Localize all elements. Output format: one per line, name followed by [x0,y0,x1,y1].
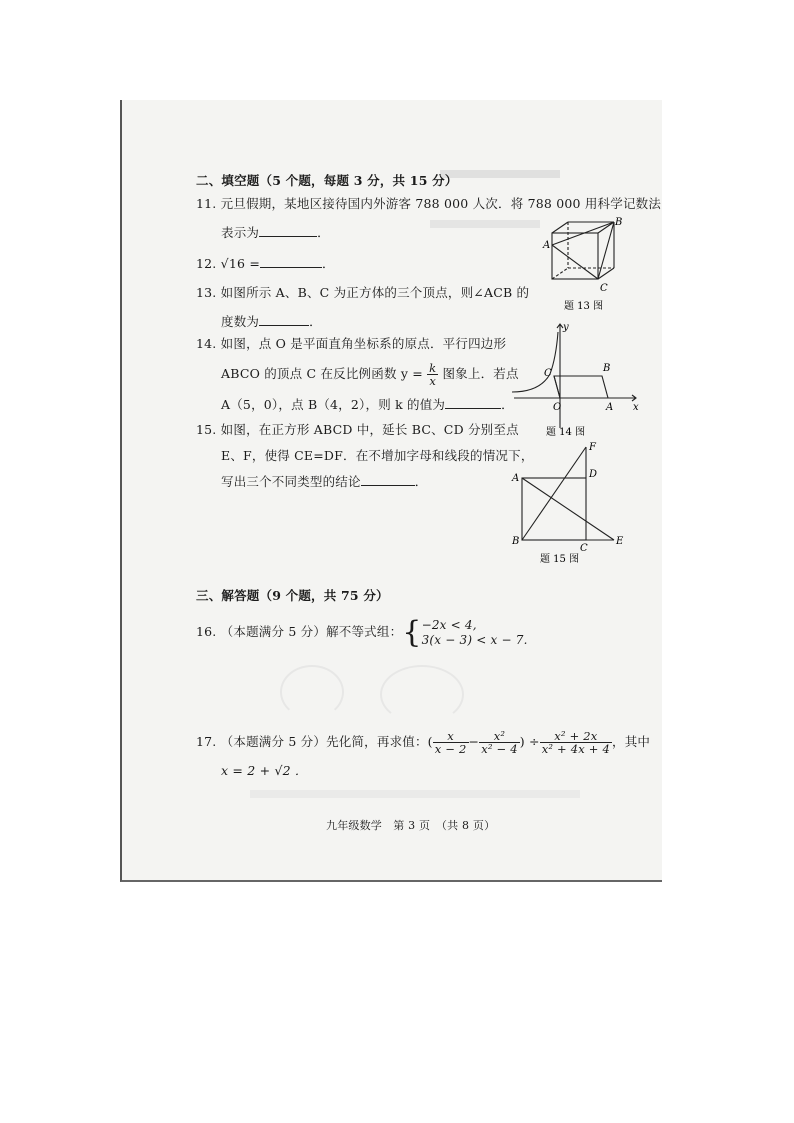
q14-text2a: ABCO 的顶点 C 在反比例函数 y = [221,366,423,381]
q13-answer-blank[interactable] [259,313,309,326]
q15-answer-blank[interactable] [361,473,415,486]
fig14-label-x: x [633,402,639,413]
fig13-caption: 题 13 图 [564,301,604,312]
fig13-label-a: A [543,240,551,251]
section-2-heading: 二、填空题（5 个题，每题 3 分，共 15 分） [196,173,458,188]
q16-text: 解不等式组： [326,624,403,639]
q13-number: 13. [196,285,217,300]
q14-number: 14. [196,336,217,351]
q17-divide: ) ÷ [519,734,540,749]
q13-text: 如图所示 A、B、C 为正方体的三个顶点，则∠ACB 的 [220,285,530,300]
q17-frac-3 [540,730,612,755]
fig13-label-c: C [600,283,608,294]
fig14-label-a: A [606,402,614,413]
q16-ineq-1: −2x < 4, [421,617,477,632]
q15-number: 15. [196,422,217,437]
fig14-label-y: y [563,322,569,333]
q15-text1: 如图，在正方形 ABCD 中，延长 BC、CD 分别至点 [220,422,519,437]
q12-expr: √16 = [220,256,260,271]
fig13-label-b: B [615,217,623,228]
q14-text1: 如图，点 O 是平面直角坐标系的原点．平行四边形 [220,336,507,351]
q17-line2 [221,763,308,779]
fig14-label-c: C [544,368,552,379]
q17-frac-2-den: x² − 4 [481,742,518,756]
figure-15-square [508,440,633,565]
q14-text3: A（5，0），点 B（4，2），则 k 的值为 [221,397,446,412]
q17-tail: ，其中 [612,734,651,749]
q11-number: 11. [196,196,217,211]
q12-number: 12. [196,256,217,271]
fig14-label-b: B [603,363,611,374]
q11-text2: 表示为 [221,225,260,240]
q17-value: x = 2 + √2 ． [221,763,308,778]
fig15-label-c: C [580,543,588,554]
figure-13-cube [540,215,623,315]
q17-frac-2 [479,730,520,755]
q17-score: （本题满分 5 分） [220,734,327,749]
q14-frac-den: x [429,374,437,388]
q14-text2b: 图象上．若点 [442,366,519,381]
q16-line [196,614,528,650]
q12-answer-blank[interactable] [260,255,322,268]
fig14-caption: 题 14 图 [546,427,586,438]
q13-text2: 度数为 [221,314,260,329]
fig15-label-d: D [589,469,598,480]
q17-frac-3-den: x² + 4x + 4 [541,742,611,756]
fig14-label-o: O [553,402,562,413]
q11-line1 [196,196,661,212]
q15-text2: E、F，使得 CE=DF．在不增加字母和线段的情况下， [221,448,534,463]
q16-brace: { [402,614,422,650]
fig15-label-a: A [512,473,520,484]
section-3-heading: 三、解答题（9 个题，共 75 分） [196,588,389,603]
q17-line1 [196,727,650,757]
q17-minus: − [468,734,480,749]
q11-line2: 表示为 ． [221,225,330,240]
fig15-label-e: E [616,536,624,547]
q15-text3: 写出三个不同类型的结论 [221,474,361,489]
q14-line1 [196,336,506,352]
q17-frac-2-num: x² [479,730,520,743]
q16-system [422,618,528,648]
page-footer: 九年级数学 第 3 页 （共 8 页） [326,819,496,832]
q17-frac-3-num: x² + 2x [540,730,612,743]
q11-text: 元旦假期，某地区接待国内外游客 788 000 人次．将 788 000 用科学记数法 [220,196,662,211]
q17-number: 17. [196,734,217,749]
q15-line2 [221,448,534,464]
q16-ineq-2: 3(x − 3) < x − 7. [421,632,528,647]
q15-line1 [196,422,519,438]
q11-answer-blank[interactable] [259,224,317,237]
q17-frac-1-den: x − 2 [434,742,467,756]
q14-line2 [221,362,519,387]
figure-14-graph [508,318,643,443]
q14-line3: A（5，0），点 B（4，2），则 k 的值为 ． [221,397,514,412]
q13-line2: 度数为 ． [221,314,322,329]
q13-line1 [196,285,529,301]
q14-frac-num: k [429,361,437,375]
q14-answer-blank[interactable] [445,396,501,409]
fig15-label-b: B [512,536,520,547]
q17-frac-1 [433,730,469,755]
q16-number: 16. [196,624,217,639]
q12-line: 12. √16 = ． [196,256,335,271]
q15-line3: 写出三个不同类型的结论 ． [221,474,428,489]
q16-score: （本题满分 5 分） [220,624,327,639]
fig15-label-f: F [589,442,596,453]
q17-text: 先化简，再求值：( [326,734,433,749]
q14-fraction [427,362,438,387]
q17-frac-1-num: x [433,730,469,743]
fig15-caption: 题 15 图 [540,554,580,565]
